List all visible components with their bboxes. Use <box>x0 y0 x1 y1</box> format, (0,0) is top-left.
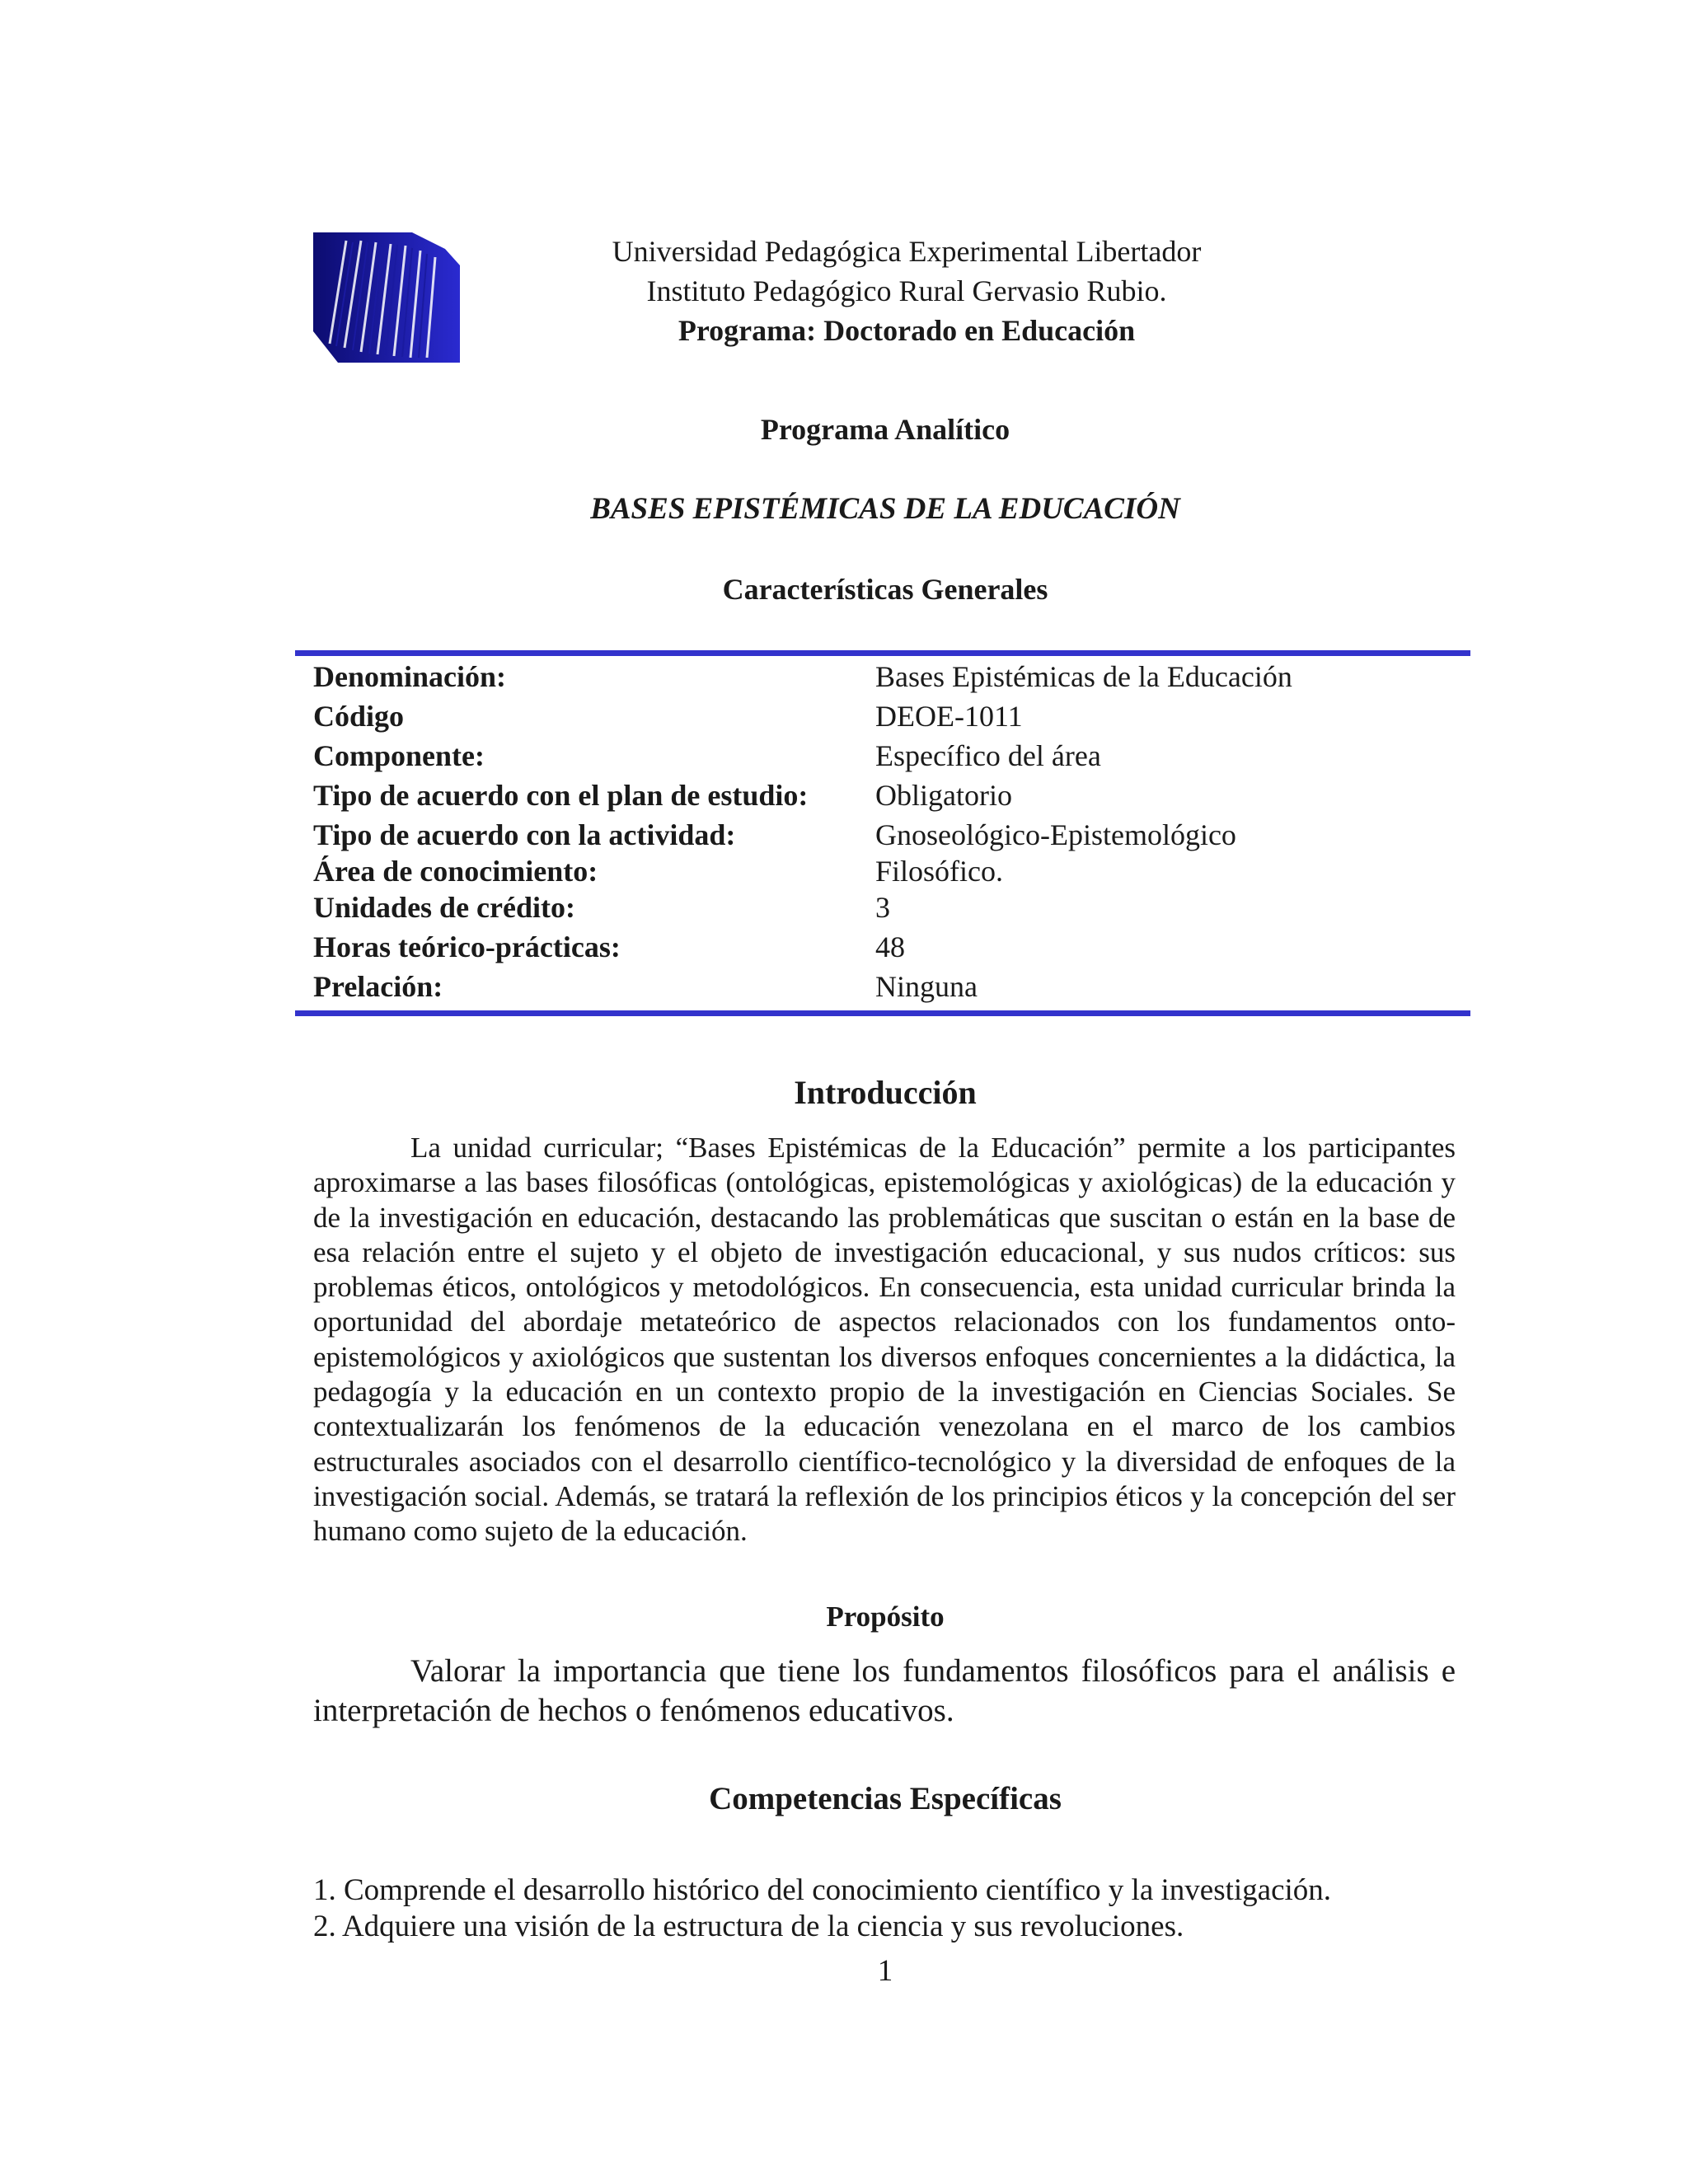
list-item: 2. Adquiere una visión de la estructura de la ciencia y sus revoluciones. <box>313 1910 1184 1943</box>
row-label: Horas teórico-prácticas: <box>313 930 621 963</box>
table-bottom-rule <box>295 1010 1470 1016</box>
university-name: Universidad Pedagógica Experimental Libertador <box>612 235 1202 268</box>
row-value: Gnoseológico-Epistemológico <box>875 818 1236 851</box>
row-label: Tipo de acuerdo con la actividad: <box>313 818 736 851</box>
table-row <box>313 659 1467 699</box>
row-value: 3 <box>875 891 890 924</box>
table-row <box>313 778 1467 818</box>
table-row <box>313 930 1467 969</box>
purpose-text: Valorar la importancia que tiene los fundamentos filosóficos para el análisis e interpretación de hechos o fenómenos educativos. <box>313 1653 1456 1728</box>
row-label: Área de conocimiento: <box>313 855 598 888</box>
row-value: Bases Epistémicas de la Educación <box>875 660 1292 693</box>
document-type-title: Programa Analítico <box>760 413 1010 446</box>
row-label: Código <box>313 700 405 733</box>
course-title: BASES EPISTÉMICAS DE LA EDUCACIÓN <box>590 492 1180 526</box>
table-top-rule <box>295 650 1470 656</box>
list-item: 1. Comprende el desarrollo histórico del conocimiento científico y la investigación. <box>313 1873 1332 1907</box>
competencies-list <box>313 1872 1467 1945</box>
purpose-title: Propósito <box>826 1601 945 1633</box>
university-logo-icon <box>313 232 460 363</box>
table-row <box>313 854 1467 893</box>
row-label: Prelación: <box>313 970 443 1003</box>
table-row <box>313 890 1467 930</box>
table-row <box>313 699 1467 738</box>
row-value: Ninguna <box>875 970 978 1003</box>
table-row <box>313 738 1467 778</box>
row-value: DEOE-1011 <box>875 700 1023 733</box>
competencies-title: Competencias Específicas <box>709 1781 1062 1816</box>
characteristics-title: Características Generales <box>722 573 1048 606</box>
row-label: Unidades de crédito: <box>313 891 575 924</box>
row-label: Componente: <box>313 739 485 772</box>
row-value: 48 <box>875 930 905 963</box>
institute-name: Instituto Pedagógico Rural Gervasio Rubio. <box>646 274 1167 307</box>
row-value: Filosófico. <box>875 855 1004 888</box>
row-value: Obligatorio <box>875 779 1012 812</box>
table-row <box>313 969 1467 1009</box>
table-row <box>313 818 1467 857</box>
row-label: Denominación: <box>313 660 506 693</box>
program-name: Programa: Doctorado en Educación <box>678 314 1136 347</box>
row-value: Específico del área <box>875 739 1101 772</box>
introduction-text: La unidad curricular; “Bases Epistémicas de la Educación” permite a los participantes aproximarse a las bases filosóficas (ontológicas, epistemológicas y axiológicas) de la educación y de la investigación en educación, destacando las problemáticas que suscitan o están en la base de esa relación entre el sujeto y el objeto de investigación educacional, y sus nudos críticos: sus problemas éticos, ontológicos y metodológicos. En consecuencia, esta unidad curricular brinda la oportunidad del abordaje metateórico de aspectos relacionados con los fundamentos onto-epistemológicos y axiológicos que sustentan los diversos enfoques concernientes a la didáctica, la pedagogía y la educación en un contexto propio de la investigación en Ciencias Sociales. Se contextualizarán los fenómenos de la educación venezolana en el marco de los cambios estructurales asociados con el desarrollo científico-tecnológico y la diversidad de enfoques de la investigación social. Además, se tratará la reflexión de los principios éticos y la concepción del ser humano como sujeto de la educación. <box>313 1132 1456 1548</box>
introduction-title: Introducción <box>794 1074 977 1111</box>
page-number: 1 <box>877 1954 893 1988</box>
row-label: Tipo de acuerdo con el plan de estudio: <box>313 779 809 812</box>
